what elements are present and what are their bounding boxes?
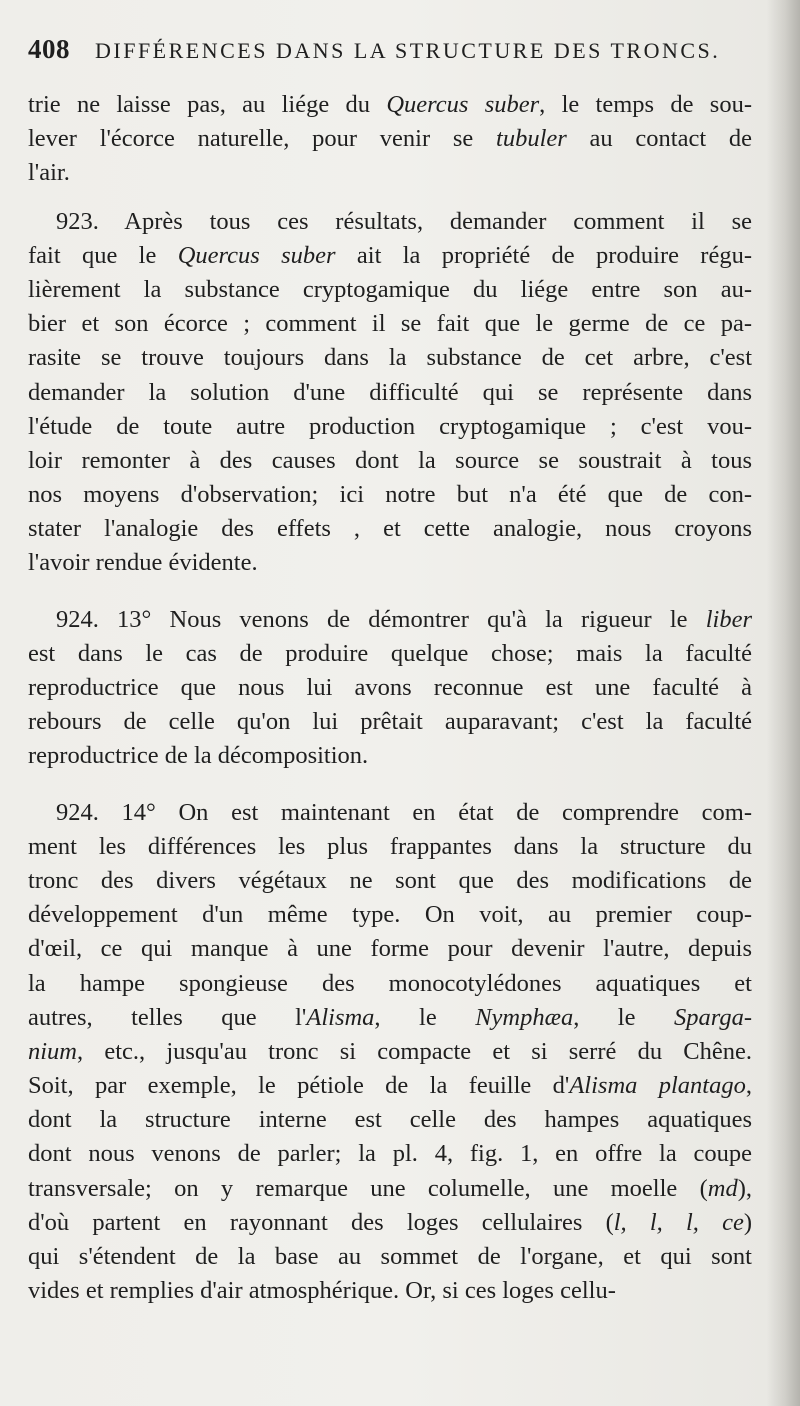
text-run: nos moyens d'observation; ici notre but n'a été que de con- [28,481,752,509]
text-run: stater l'analogie des effets , et cette analogie, nous croyons [28,515,752,543]
paragraph-924-14 [28,796,752,1309]
text-line [28,739,752,773]
text-line [28,376,752,410]
text-line [28,444,752,478]
text-run: ment les différences les plus frappantes dans la structure du [28,832,752,860]
text-line [28,671,752,705]
text-run: trie ne laisse pas, au liége du [28,91,387,118]
text-run: bier et son écorce ; comment il se fait que le germe de ce pa- [28,310,752,338]
italic-term: Quercus suber [177,241,336,269]
italic-term: md [707,1174,738,1202]
page-number: 408 [28,34,70,64]
paragraph-924-13 [28,603,752,774]
text-run: 924. 13° Nous venons de démontrer qu'à la rigueur le [56,605,706,633]
text-line [28,1001,752,1035]
text-run: , le [374,1003,476,1031]
text-run: au contact de [566,125,752,153]
text-line [28,341,752,375]
text-run: ), [737,1174,752,1202]
text-line [28,478,752,512]
text-run: autres, telles que l' [28,1003,307,1031]
text-run: rebours de celle qu'on lui prêtait auparavant; c'est la faculté [28,708,752,736]
text-line [28,512,752,546]
italic-term: liber [705,605,752,633]
text-run: la hampe spongieuse des monocotylédones aquatiques et [28,969,752,997]
text-run: , etc., jusqu'au tronc si compacte et si serré du Chêne. [77,1037,752,1065]
text-line [28,239,752,273]
text-run: reproductrice de la décomposition. [28,742,369,770]
text-run: développement d'un même type. On voit, au premier coup- [28,901,752,929]
text-line [28,1103,752,1137]
text-line [28,830,752,864]
italic-term: nium [28,1037,77,1065]
text-run: transversale; on y remarque une columelle, une moelle ( [28,1174,708,1202]
text-run: lièrement la substance cryptogamique du liége entre son au- [28,275,752,303]
paragraph-923 [28,205,752,581]
text-line [28,88,752,122]
text-run: d'œil, ce qui manque à une forme pour devenir l'autre, depuis [28,935,752,963]
text-line [28,967,752,1001]
italic-term: l, l, l, ce [613,1208,744,1236]
text-line [28,1069,752,1103]
text-run: lever l'écorce naturelle, pour venir se [28,125,497,153]
text-line [28,546,752,580]
text-run: loir remonter à des causes dont la source se soustrait à tous [28,446,752,474]
text-run: 924. 14° On est maintenant en état de comprendre com- [56,798,752,826]
text-line [28,603,752,637]
text-line [28,1035,752,1069]
paragraph-continued [28,88,752,191]
text-run: rasite se trouve toujours dans la substance de cet arbre, c'est [28,344,752,372]
text-run: , [745,1072,752,1100]
italic-term: Alisma [306,1003,375,1031]
text-line [28,637,752,671]
text-line [28,205,752,239]
text-run: l'avoir rendue évidente. [28,549,258,577]
text-run: , le temps de sou- [539,91,752,118]
text-line [28,932,752,966]
text-line [28,156,752,190]
text-run: est dans le cas de produire quelque chose; mais la faculté [28,639,752,667]
text-line [28,122,752,156]
text-run: l'air. [28,159,70,187]
text-line [28,273,752,307]
text-run: Soit, par exemple, le pétiole de la feuille d' [28,1072,570,1100]
text-run: dont nous venons de parler; la pl. 4, fig. 1, en offre la coupe [28,1140,752,1168]
running-header [28,34,748,74]
text-run: ait la propriété de produire régu- [335,241,753,269]
running-title: DIFFÉRENCES DANS LA STRUCTURE DES TRONCS. [95,38,721,63]
text-line [28,1240,752,1274]
text-line [28,1206,752,1240]
text-run: qui s'étendent de la base au sommet de l'organe, et qui sont [28,1243,752,1270]
text-line [28,1172,752,1206]
text-run: vides et remplies d'air atmosphérique. Or, si ces loges cellu- [28,1277,616,1305]
text-run: d'où partent en rayonnant des loges cellulaires ( [28,1208,614,1236]
text-run: tronc des divers végétaux ne sont que des modifications de [28,866,752,894]
text-line [28,1274,752,1308]
text-run: demander la solution d'une difficulté qui se représente dans [28,378,752,406]
text-run: dont la structure interne est celle des hampes aquatiques [28,1106,752,1134]
text-run: 923. Après tous ces résultats, demander comment il se [56,207,752,235]
text-line [28,410,752,444]
text-line [28,796,752,830]
italic-term: Quercus suber [386,91,540,118]
text-line [28,1137,752,1171]
binding-shadow [766,0,800,1406]
italic-term: tubuler [496,125,567,153]
italic-term: Alisma plantago [569,1072,746,1100]
text-run: l'étude de toute autre production cryptogamique ; c'est vou- [28,412,752,440]
text-run: fait que le [28,241,178,269]
text-line [28,864,752,898]
text-run: , le [573,1003,674,1031]
text-run: ) [743,1208,752,1236]
italic-term: Nymphæa [475,1003,574,1031]
body-text [28,88,752,1308]
text-line [28,705,752,739]
text-line [28,898,752,932]
italic-term: Sparga- [673,1003,752,1031]
text-line [28,307,752,341]
text-run: reproductrice que nous lui avons reconnue est une faculté à [28,674,752,701]
